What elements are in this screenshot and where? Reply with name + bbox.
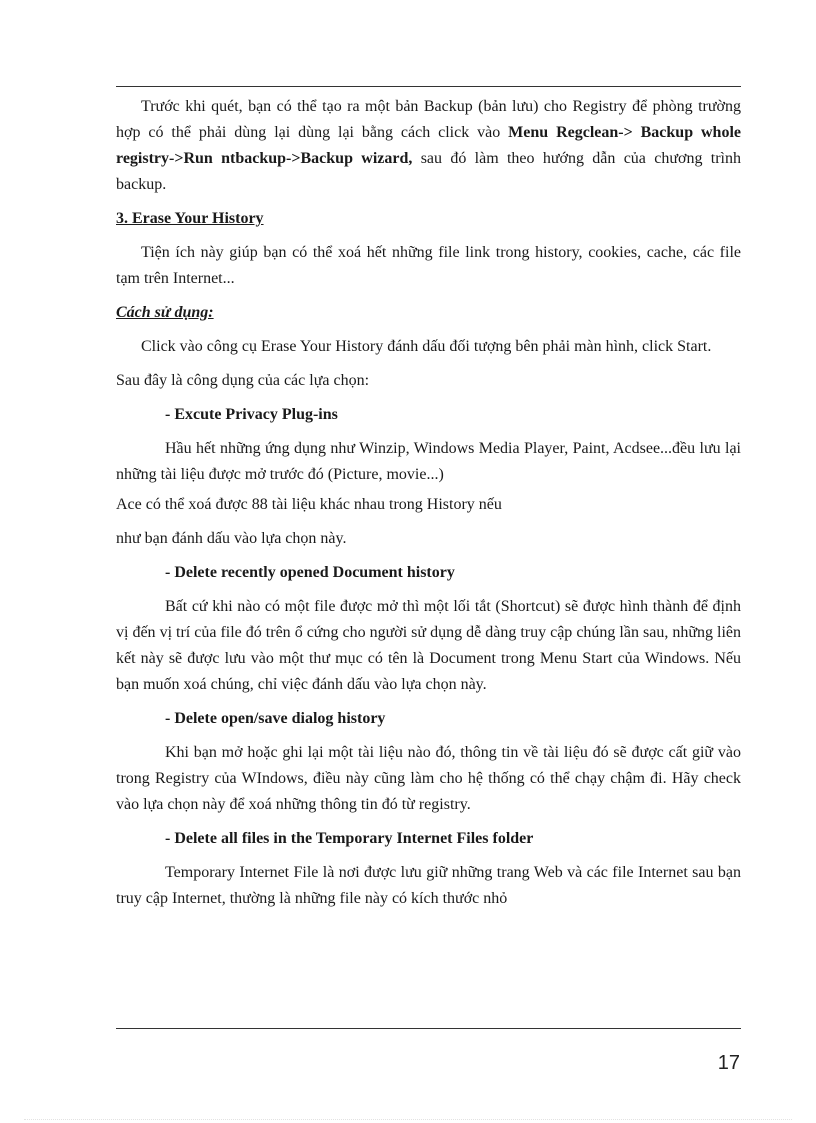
option-title: - Excute Privacy Plug-ins (165, 406, 338, 423)
intro-paragraph (116, 94, 741, 198)
header-rule (116, 86, 741, 87)
section-heading: 3. Erase Your History (116, 210, 264, 227)
option-title: - Delete recently opened Document history (165, 564, 455, 581)
footer-rule (116, 1028, 741, 1029)
page-number: 17 (717, 1052, 740, 1074)
option-title: - Delete open/save dialog history (165, 710, 386, 727)
option-text: Khi bạn mở hoặc ghi lại một tài liệu nào đó, thông tin về tài liệu đó sẽ được cất giữ vào trong Registry của WIndows, điều này cũng làm cho hệ thống có thể chạy chậm đi. Hãy check vào lựa chọn này để xoá những thông tin đó từ registry. (116, 744, 741, 813)
usage-text: Click vào công cụ Erase Your History đánh dấu đối tượng bên phải màn hình, click Start. (141, 338, 712, 355)
intro-text: Trước khi quét, bạn có thể tạo ra một bản Backup (bản lưu) cho Registry để phòng trường hợp có thể phải dùng lại dùng lại bằng cách click vào (116, 98, 741, 141)
option-text: Temporary Internet File là nơi được lưu giữ những trang Web và các file Internet sau bạn truy cập Internet, thường là những file này có kích thước nhỏ (116, 864, 741, 907)
option-text: Bất cứ khi nào có một file được mở thì một lối tắt (Shortcut) sẽ được hình thành để định vị đến vị trí của file đó trên ổ cứng cho người sử dụng dễ dàng truy cập chúng lần sau, những liên kết này sẽ được lưu vào một thư mục có tên là Document trong Menu Start của Windows. Nếu bạn muốn xoá chúng, chỉ việc đánh dấu vào lựa chọn này. (116, 598, 741, 693)
option-text: như bạn đánh dấu vào lựa chọn này. (116, 530, 347, 547)
page-body (116, 94, 741, 920)
intro-menu-path: Menu Regclean-> Backup whole registry->Run ntbackup->Backup wizard, (116, 124, 741, 167)
option-title: - Delete all files in the Temporary Internet Files folder (165, 830, 534, 847)
section-description: Tiện ích này giúp bạn có thể xoá hết những file link trong history, cookies, cache, các file tạm trên Internet... (116, 244, 741, 287)
page-edge-dots (24, 1119, 792, 1120)
option-text: Ace có thể xoá được 88 tài liệu khác nhau trong History nếu (116, 496, 502, 513)
usage-heading: Cách sử dụng: (116, 304, 214, 321)
options-intro: Sau đây là công dụng của các lựa chọn: (116, 372, 370, 389)
option-text: Hầu hết những ứng dụng như Winzip, Windows Media Player, Paint, Acdsee...đều lưu lại những tài liệu được mở trước đó (Picture, movie...) (116, 440, 741, 483)
intro-text-end: sau đó làm theo hướng dẫn của chương trình backup. (116, 150, 741, 193)
